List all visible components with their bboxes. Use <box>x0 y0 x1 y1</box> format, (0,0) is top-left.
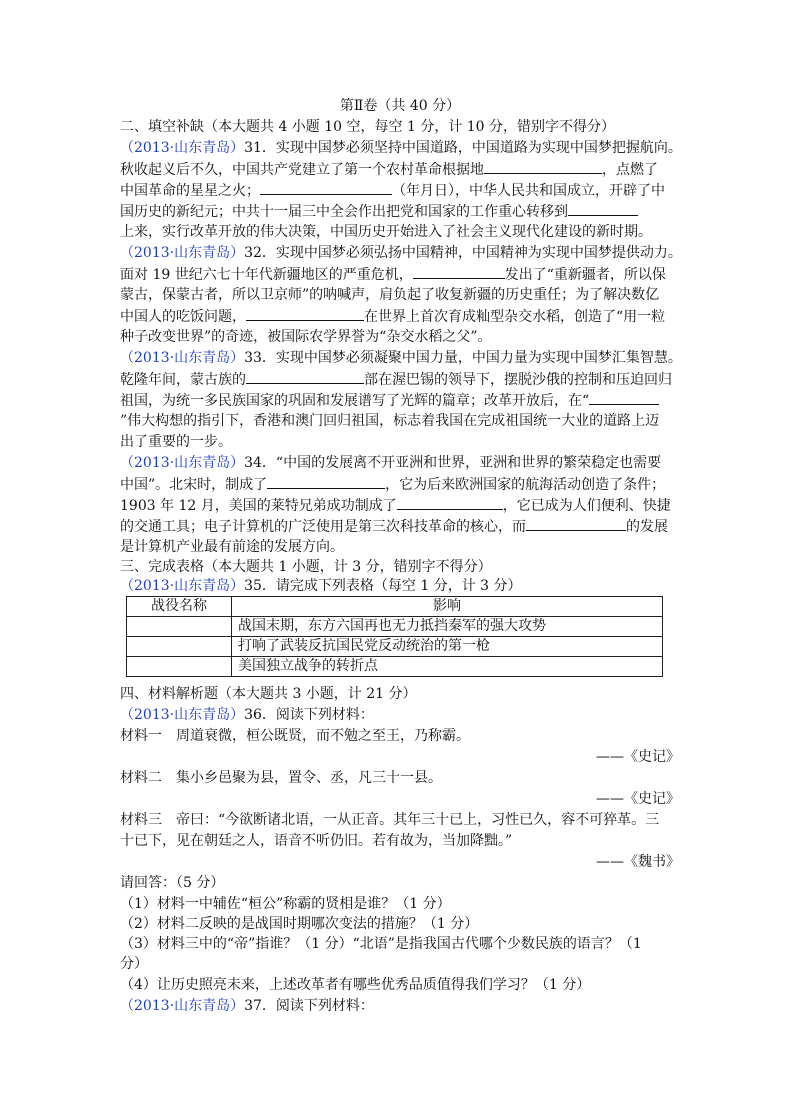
table-row <box>127 657 663 677</box>
q31-line5: 上来，实行改革开放的伟大决策，中国历史开始进入了社会主义现代化建设的新时期。 <box>120 224 652 240</box>
answer-cell[interactable] <box>127 617 232 637</box>
answer-blank <box>413 264 505 279</box>
sub-question-2: （2）材料二反映的是战国时期哪次变法的措施？（1 分） <box>120 916 479 932</box>
material-1: 材料一 周道衰微，桓公既贤，而不勉之至王，乃称霸。 <box>120 728 470 744</box>
answer-blank <box>246 306 364 321</box>
answer-blank <box>260 180 392 195</box>
q33-line3: 祖国，为统一多民族国家的巩固和发展谱写了光辉的篇章；改革开放后，在“ <box>120 390 680 411</box>
sub-question-3-line1: （3）材料三中的“帝”指谁？（1 分）“北语”是指我国古代哪个少数民族的语言？（1 <box>120 936 642 952</box>
answer-blank <box>246 369 364 384</box>
q32-line2: 面对 19 世纪六七十年代新疆地区的严重危机， 发出了“重新疆者，所以保 <box>120 264 680 285</box>
q34-line1: （2013·山东青岛）34．“中国的发展离不开亚洲和世界，亚洲和世界的繁荣稳定也需要 <box>120 455 662 471</box>
q31-line4: 国历史的新纪元；中共十一届三中全会作出把党和国家的工作重心转移到 <box>120 201 680 222</box>
sub-question-3-line2: 分） <box>120 956 148 972</box>
table-header: 影响 <box>232 597 663 617</box>
table-row <box>127 617 663 637</box>
q33-line5: 出了重要的一步。 <box>120 434 232 450</box>
section3-heading: 三、完成表格（本大题共 1 小题，计 3 分，错别字不得分） <box>120 559 492 575</box>
table-cell: 美国独立战争的转折点 <box>232 657 663 677</box>
q34-line4: 的交通工具；电子计算机的广泛使用是第三次科技革命的核心，而 的发展 <box>120 516 680 537</box>
source-tag[interactable]: （2013·山东青岛） <box>120 707 245 723</box>
q35-line: （2013·山东青岛）35．请完成下列表格（每空 1 分，计 3 分） <box>120 578 522 594</box>
source-tag[interactable]: （2013·山东青岛） <box>120 455 245 471</box>
table-cell: 打响了武装反抗国民党反动统治的第一枪 <box>232 637 663 657</box>
q31-line2: 秋收起义后不久，中国共产党建立了第一个农村革命根据地 ，点燃了 <box>120 159 680 180</box>
table-header: 战役名称 <box>127 597 232 617</box>
q37-intro: （2013·山东青岛）37．阅读下列材料： <box>120 998 374 1014</box>
sub-question-1: （1）材料一中辅佐“桓公”称霸的贤相是谁？（1 分） <box>120 896 451 912</box>
answer-blank <box>526 516 626 531</box>
section4-heading: 四、材料解析题（本大题共 3 小题，计 21 分） <box>120 686 417 702</box>
material-3-line2: 十已下，见在朝廷之人，语音不听仍旧。若有故为，当加降黜。” <box>120 833 513 849</box>
section2-heading: 二、填空补缺（本大题共 4 小题 10 空，每空 1 分，计 10 分，错别字不得分） <box>120 119 616 135</box>
material-3-source: ——《魏书》 <box>596 854 680 870</box>
material-2: 材料二 集小乡邑聚为县，置令、丞，凡三十一县。 <box>120 770 442 786</box>
source-tag[interactable]: （2013·山东青岛） <box>120 998 245 1014</box>
table-cell: 战国末期，东方六国再也无力抵挡秦军的强大攻势 <box>232 617 663 637</box>
sub-question-4: （4）让历史照亮未来，上述改革者有哪些优秀品质值得我们学习？（1 分） <box>120 977 591 993</box>
answer-blank <box>397 495 503 510</box>
answer-blank <box>267 474 385 489</box>
q33-line1: （2013·山东青岛）33．实现中国梦必须凝聚中国力量，中国力量为实现中国梦汇集智慧。 <box>120 350 682 366</box>
q31-line1: （2013·山东青岛）31．实现中国梦必须坚持中国道路，中国道路为实现中国梦把握航向。 <box>120 140 682 156</box>
q33-line4: ”伟大构想的指引下，香港和澳门回归祖国，标志着我国在完成祖国统一大业的道路上迈 <box>120 413 660 429</box>
table-row <box>127 637 663 657</box>
q34-line2: 中国”。北宋时，制成了 ，它为后来欧洲国家的航海活动创造了条件； <box>120 474 680 495</box>
table-header-row <box>127 597 663 617</box>
material-2-source: ——《史记》 <box>596 791 680 807</box>
answer-blank <box>568 201 638 216</box>
source-tag[interactable]: （2013·山东青岛） <box>120 578 245 594</box>
q32-line3: 蒙古，保蒙古者，所以卫京师”的呐喊声，肩负起了收复新疆的历史重任；为了解决数亿 <box>120 287 660 303</box>
q32-line4: 中国人的吃饭问题， 在世界上首次育成籼型杂交水稻，创造了“用一粒 <box>120 306 680 327</box>
q32-line1: （2013·山东青岛）32．实现中国梦必须弘扬中国精神，中国精神为实现中国梦提供动力。 <box>120 245 682 261</box>
q34-line5: 是计算机产业最有前途的发展方向。 <box>120 539 344 555</box>
material-3-line1: 材料三 帝曰：“今欲断诸北语，一从正音。其年三十已上，习性已久，容不可猝革。三 <box>120 812 660 828</box>
q34-line3: 1903 年 12 月，美国的莱特兄弟成功制成了 ，它已成为人们便利、快捷 <box>120 495 680 516</box>
material-1-source: ——《史记》 <box>596 749 680 765</box>
q33-line2: 乾隆年间，蒙古族的 部在渥巴锡的领导下，摆脱沙俄的控制和压迫回归 <box>120 369 680 390</box>
page-title: 第Ⅱ卷（共 40 分） <box>339 98 461 114</box>
answer-blank <box>484 159 602 174</box>
answer-cell[interactable] <box>127 657 232 677</box>
source-tag[interactable]: （2013·山东青岛） <box>120 245 245 261</box>
source-tag[interactable]: （2013·山东青岛） <box>120 140 245 156</box>
answer-blank <box>589 390 659 405</box>
battle-table <box>126 596 663 677</box>
q32-line5: 种子改变世界”的奇迹，被国际农学界誉为“杂交水稻之父”。 <box>120 329 492 345</box>
answer-cell[interactable] <box>127 637 232 657</box>
q31-line3: 中国革命的星星之火； （年月日），中华人民共和国成立，开辟了中 <box>120 180 680 201</box>
answer-prompt: 请回答：（5 分） <box>120 875 225 891</box>
source-tag[interactable]: （2013·山东青岛） <box>120 350 245 366</box>
q36-intro: （2013·山东青岛）36．阅读下列材料： <box>120 707 374 723</box>
